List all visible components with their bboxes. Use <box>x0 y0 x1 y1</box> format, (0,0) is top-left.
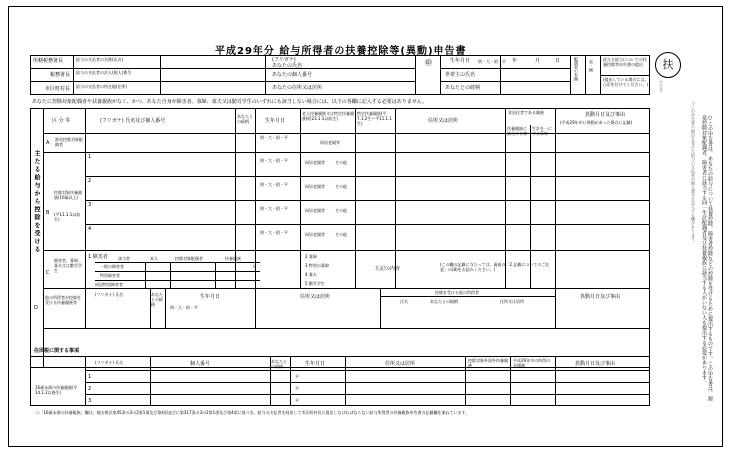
resident-tax-address: 住所又は居所 <box>385 361 416 367</box>
form-stamp: 扶 <box>655 52 681 78</box>
payer-number-label: 給与の支払者の法人(個人)番号 <box>76 70 132 75</box>
resident-tax-row: 2 <box>88 386 92 392</box>
your-address-label: あなたの住所又は居所 <box>272 85 323 91</box>
row-a-label: 源泉控除対象配偶者 <box>55 137 83 147</box>
row-b-era: 明・大・昭・平 <box>260 206 288 211</box>
birth-year: 年 <box>512 58 518 64</box>
birth-label: 生年月日 <box>450 58 471 64</box>
row-b-other: その他 <box>335 232 347 237</box>
row-b-sub: (平11.1.1以前生) <box>54 212 81 222</box>
row-b-number: 1 <box>88 154 92 160</box>
section-d-address: 住所又は居所 <box>300 294 331 300</box>
section-c-row: 特別障害者 <box>100 273 120 278</box>
resident-tax-birth: 生年月日 <box>305 361 326 367</box>
footnote-text: ○「16歳未満の扶養親族」欄は、地方税法第45条の3の2第1項及び第4項並びに第317条の3の2第1項及び第4項に基づき、給与の支払者を経由して市区町村長に提出しなければならない給与所得者の扶養親族申告書の記載欄を兼ねています。 <box>36 410 470 415</box>
section-d-label: 他の所得者が控除を受ける扶養親族等 <box>45 295 81 305</box>
row-b-era: 明・大・昭・平 <box>260 158 288 163</box>
resident-tax-under16: 16歳未満の扶養親族(平14.1.2以後生) <box>35 385 78 395</box>
resident-tax-change: 異動月日及び事由 <box>575 361 616 367</box>
section-c-student: 5 勤労学生 <box>305 281 325 286</box>
relation-label: あなたとの続柄 <box>445 85 481 91</box>
row-b-label: 控除対象扶養親族(16歳以上) <box>54 190 82 200</box>
row-a-elder: 同居老親等 <box>320 140 340 145</box>
main-section-title: 主たる給与から控除を受ける <box>33 150 40 254</box>
birth-day: 日 <box>555 58 561 64</box>
section-c-col: 扶養親族 <box>225 256 241 261</box>
col-name: (フリガナ) 氏名及び個人番号 <box>100 118 166 124</box>
row-b-number: 3 <box>88 202 92 208</box>
spouse-label: 配偶者の有無 <box>574 57 579 81</box>
section-d-other-relation: あなたとの続柄 <box>430 299 458 304</box>
resident-tax-era: 平 <box>295 386 299 391</box>
resident-tax-row: 1 <box>88 374 92 380</box>
resident-tax-title: 住民税に関する事項 <box>34 348 80 354</box>
resident-tax-number: 個人番号 <box>190 361 211 367</box>
row-b-era: 明・大・昭・平 <box>260 230 288 235</box>
section-c-label: 障害者、寡婦、寡夫又は勤労学生 <box>54 258 82 273</box>
section-d-other-address: 住所又は居所 <box>500 299 524 304</box>
section-d-relation: あなたとの続柄 <box>151 292 163 307</box>
form-page: 平成29年分 給与所得者の扶養控除等(異動)申告書 扶 申告書 所轄税務署長 税務署長 市区町村長 給与の支払者の名称(氏名) 給与の支払者の法人(個人)番号 給与の支払者の所在地(住所) (フリガナ) あなたの氏名 あなたの個人番号 あなたの住所又は居所 ㊞ 生年月日 明・大・昭・平 年 月 日 世帯主の氏名 あなたとの続柄 配偶者の有無 有・無 従たる給与についての扶養控除等申告書の提出 (提出している場合には、○印を付けてください。) あなたに控除対象配偶者や扶養親族がなく、かつ、あなた自身が障害者、寡婦、寡夫又は勤労学生のいずれにも該当しない場合には、以下の各欄に記入する必要はありません。 主たる給与から控除を受ける 区 分 等 (フリガナ) 氏名及び個人番号 あなたとの続柄 生年月日 老人扶養親族又は特定扶養親族(昭23.1.1以前生) 特定扶養親族(平7.1.2生～平11.1.1生) 住所又は居所 非居住者である親族 扶養親族に該当する者 生計を一にする事実 異動月日及び事由 (平成29年中に異動があった場合に記載) A 源泉控除対象配偶者 明・大・昭・平 同居老親等 B 控除対象扶養親族(16歳以上) (平11.1.1以前生) 1 2 3 4 明・大・昭・平 明・大・昭・平 明・大・昭・平 明・大・昭・平 同居老親等 その他 同居老親等 その他 同居老親等 その他 同居老親等 その他 C 障害者、寡婦、寡夫又は勤労学生 1 障害者 該当者 本人 控除対象配偶者 扶養親族 一般の障害者 特別障害者 同居特別障害者 人 2 寡婦 3 特別の寡婦 4 寡夫 5 勤労学生 左記の内容 (この欄の記載に当たっては、裏面の「2 記載についてのご注意」の(8)をお読みください。) D 他の所得者が控除を受ける扶養親族等 (フリガナ) 氏名 あなたとの続柄 生年月日 住所又は居所 控除を受ける他の所得者 氏名 あなたとの続柄 住所又は居所 異動月日及び事由 明・大・昭・平 住民税に関する事項 16歳未満の扶養親族(平14.1.2以後生) (フリガナ) 氏名 個人番号 あなたとの続柄 生年月日 住所又は居所 控除対象外国外扶養親族 平成29年中の所得の見積額 異動月日及び事由 1 2 3 平 平 平 ○「16歳未満の扶養親族」欄は、地方税法第45条の3の2第1項及び第4項並びに第317条の3の2第1項及び第4項に基づき、給与の支払者を経由して市区町村長に提出しなければならない給与所得者の扶養親族申告書の記載欄を兼ねています。 ○この申告書は、あなたの給与について扶養控除、障害者控除などの控除を受けるために提出するものです。この申告書は、源泉控除対象配偶者、障害者に該当する同一生計配偶者及び扶養親族に該当する人がいない人も提出する必要があります。 ○この申告書の提出を受けた給与の支払者が個人番号を記入する欄があります。 <box>0 0 731 453</box>
section-c-detail-note: (この欄の記載に当たっては、裏面の「2 記載についてのご注意」の(8)をお読みください。) <box>440 262 550 272</box>
stamp-caption: 申告書 <box>659 80 664 92</box>
withholding-office-label: 所轄税務署長 <box>33 58 64 64</box>
section-c-widow: 2 寡婦 <box>305 254 317 259</box>
section-c-row: 同居特別障害者 <box>95 282 123 287</box>
row-b-other: その他 <box>335 208 347 213</box>
row-b-other: その他 <box>335 184 347 189</box>
resident-tax-row: 3 <box>88 398 92 404</box>
section-d-change: 異動月日及び事由 <box>580 294 621 300</box>
col-nonres-sub2: 生計を一にする事実 <box>532 126 552 136</box>
col-relation: あなたとの続柄 <box>237 114 253 124</box>
col-change: 異動月日及び事由 <box>585 112 626 118</box>
section-c-col: 本人 <box>150 256 158 261</box>
furigana-label: (フリガナ) <box>272 57 296 63</box>
notice-text: あなたに控除対象配偶者や扶養親族がなく、かつ、あなた自身が障害者、寡婦、寡夫又は勤労学生のいずれにも該当しない場合には、以下の各欄に記入する必要はありません。 <box>32 99 428 105</box>
section-c-col: 該当者 <box>118 256 130 261</box>
section-d-other-name: 氏名 <box>400 299 408 304</box>
seal-mark: ㊞ <box>425 59 432 67</box>
col-nonres-sub1: 扶養親族に該当する者 <box>507 126 527 136</box>
col-address: 住所又は居所 <box>428 118 459 124</box>
row-b-elder: 同居老親等 <box>305 184 325 189</box>
spouse-value: 有・無 <box>589 60 594 72</box>
section-c-detail: 左記の内容 <box>375 266 401 272</box>
resident-tax-income: 平成29年中の所得の見積額 <box>513 358 551 368</box>
side-note: ○この申告書の提出を受けた給与の支払者が個人番号を記入する欄があります。 <box>691 100 696 245</box>
section-c-disabled: 1 障害者 <box>88 254 108 260</box>
birth-era: 明・大・昭・平 <box>478 59 506 64</box>
section-c-special-widow: 3 特別の寡婦 <box>305 263 329 268</box>
row-a-era: 明・大・昭・平 <box>260 135 288 140</box>
section-c-widower: 4 寡夫 <box>305 272 317 277</box>
section-d-other-person: 控除を受ける他の所得者 <box>435 290 479 295</box>
row-b-elder: 同居老親等 <box>305 208 325 213</box>
resident-tax-foreign: 控除対象外国外扶養親族 <box>468 358 508 368</box>
resident-tax-era: 平 <box>295 374 299 379</box>
row-b-number: 2 <box>88 178 92 184</box>
householder-label: 世帯主の氏名 <box>445 72 476 78</box>
your-number-label: あなたの個人番号 <box>272 72 313 78</box>
col-category: 区 分 等 <box>52 118 71 124</box>
row-b-elder: 同居老親等 <box>305 232 325 237</box>
payer-address-label: 給与の支払者の所在地(住所) <box>76 84 128 89</box>
main-table <box>30 108 650 368</box>
section-c-row: 一般の障害者 <box>100 264 124 269</box>
col-nonres: 非居住者である親族 <box>508 110 544 115</box>
section-c-col: 控除対象配偶者 <box>175 256 203 261</box>
section-d-birth: 生年月日 <box>200 294 221 300</box>
section-c-bracket: 人 <box>252 264 256 269</box>
resident-tax-relation: あなたとの続柄 <box>271 359 287 369</box>
row-b-other: その他 <box>335 160 347 165</box>
row-b-elder: 同居老親等 <box>305 160 325 165</box>
city-label: 市区町村長 <box>45 86 71 92</box>
section-d-furigana: (フリガナ) 氏名 <box>95 292 124 297</box>
form-title: 平成29年分 給与所得者の扶養控除等(異動)申告書 <box>215 46 467 57</box>
col-change-note: (平成29年中に異動があった場合に記載) <box>560 120 633 125</box>
birth-month: 月 <box>535 58 541 64</box>
tax-office-label: 税務署長 <box>50 72 71 78</box>
row-b-era: 明・大・昭・平 <box>260 182 288 187</box>
row-b-number: 4 <box>88 226 92 232</box>
right-vertical-notes: ○この申告書は、あなたの給与について扶養控除、障害者控除などの控除を受けるために提出するものです。この申告書は、源泉控除対象配偶者、障害者に該当する同一生計配偶者及び扶養親族に該当する人がいない人も提出する必要があります。 <box>701 115 713 401</box>
secondary-label: 従たる給与についての扶養控除等申告書の提出 <box>603 57 647 67</box>
your-name-label: あなたの氏名 <box>272 63 303 69</box>
resident-tax-furigana: (フリガナ) 氏名 <box>95 360 124 365</box>
col-income: 老人扶養親族又は特定扶養親族(昭23.1.1以前生) <box>302 111 354 121</box>
col-birth: 生年月日 <box>265 118 286 124</box>
payer-name-label: 給与の支払者の名称(氏名) <box>76 57 124 62</box>
col-special: 特定扶養親族(平7.1.2生～平11.1.1生) <box>357 111 392 126</box>
secondary-note: (提出している場合には、○印を付けてください。) <box>603 77 649 87</box>
section-d-era: 明・大・昭・平 <box>170 305 198 310</box>
resident-tax-era: 平 <box>295 398 299 403</box>
